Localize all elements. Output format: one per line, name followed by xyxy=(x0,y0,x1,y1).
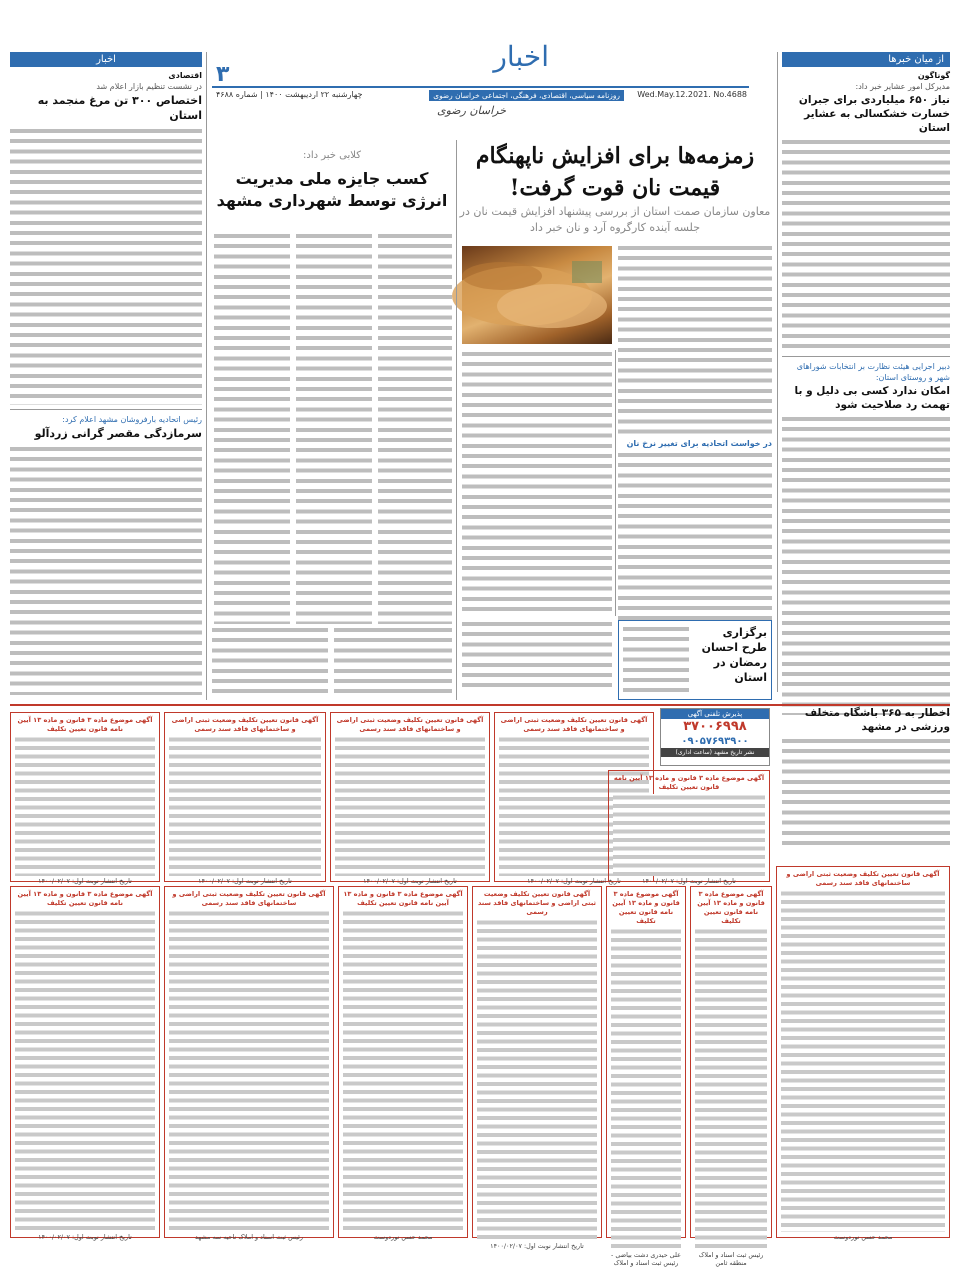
notice-r2-c1: آگهی موضوع ماده ۳ قانون و ماده ۱۳ آیین نامه قانون تعیین تکلیف تاریخ انتشار نوبت اول: ۱۴۰۰/۰۲/۰۷ xyxy=(10,886,160,1238)
left-story1-kicker: در نشست تنظیم بازار اعلام شد xyxy=(96,82,202,91)
left-story1-body xyxy=(10,127,202,405)
notice-r2-c3: آگهی موضوع ماده ۳ قانون و ماده ۱۳ آیین نامه قانون تعیین تکلیف محمد حسن نوردوست xyxy=(338,886,468,1238)
notice-r1-c1: آگهی موضوع ماده ۳ قانون و ماده ۱۳ آیین نامه قانون تعیین تکلیف تاریخ انتشار نوبت اول: ۱۴۰۰/۰۲/۰۷ xyxy=(10,712,160,882)
ad-phone-note: نشر تاریخ مشهد (ساعت اداری) xyxy=(661,748,769,757)
notice-r1-c5: آگهی موضوع ماده ۳ قانون و ماده ۱۳ آیین نامه قانون تعیین تکلیف تاریخ انتشار نوبت اول: ۱۴۰۰/۰۲/۰۷ xyxy=(608,770,770,882)
left-story2-headline: سرمازدگی مقصر گرانی زردآلو xyxy=(34,427,202,440)
lead-body-left xyxy=(462,350,612,616)
ad-phone-box xyxy=(660,708,770,766)
left-column xyxy=(10,52,202,700)
right-story1-body xyxy=(782,138,950,352)
notice-r2-c5: آگهی موضوع ماده ۳ قانون و ماده ۱۳ آیین نامه قانون تعیین تکلیف علی حیدری دشت بیاضی - رئیس ثبت اسناد و املاک xyxy=(606,886,686,1238)
right-story3 xyxy=(782,706,950,862)
notice-r1-c2: آگهی قانون تعیین تکلیف وضعیت ثبتی اراضی و ساختمانهای فاقد سند رسمی تاریخ انتشار نوبت اول: ۱۴۰۰/۰۲/۰۷ xyxy=(164,712,326,882)
notice-r1-c3: آگهی قانون تعیین تکلیف وضعیت ثبتی اراضی و ساختمانهای فاقد سند رسمی تاریخ انتشار نوبت اول: ۱۴۰۰/۰۲/۰۷ xyxy=(330,712,490,882)
right-story2-kicker: دبیر اجرایی هیئت نظارت بر انتخابات شوراهای شهر و روستای استان: xyxy=(796,362,950,382)
ad-phone-label: پذیرش تلفنی آگهی xyxy=(661,709,769,719)
notice-r2-c2: آگهی قانون تعیین تکلیف وضعیت ثبتی اراضی و ساختمانهای فاقد سند رسمی رئیس ثبت اسناد و املاک ناحیه سه مشهد xyxy=(164,886,334,1238)
ehsan-body xyxy=(462,620,612,700)
masthead-rule xyxy=(212,86,749,88)
right-story1-kicker: گوناگون xyxy=(917,71,950,80)
newspaper-logo: خراسان رضوی xyxy=(437,104,507,117)
right-story1-headline: نیاز ۶۵۰ میلیاردی برای جبران خسارت خشکسالی به عشایر استان xyxy=(798,94,950,134)
ehsan-headline: برگزاری طرح احسان رمضان در استان xyxy=(701,626,767,684)
masthead xyxy=(212,40,749,130)
ehsan-box xyxy=(618,620,772,700)
middle-story-headline: کسب جایزه ملی مدیریت انرژی توسط شهرداری مشهد xyxy=(216,169,448,210)
lead-subhead2: در خواست اتحادیه برای تغییر نرخ نان xyxy=(626,439,772,448)
right-story1-kicker2: مدیرکل امور عشایر خبر داد: xyxy=(855,82,950,91)
masthead-date-fa: چهارشنبه ۲۲ اردیبهشت ۱۴۰۰ | شماره ۴۶۸۸ xyxy=(216,90,363,99)
page-number: ۳ xyxy=(216,62,230,87)
notice-r2-c6: آگهی موضوع ماده ۳ قانون و ماده ۱۳ آیین نامه قانون تعیین تکلیف رئیس ثبت اسناد و املاک منطقه ثامن xyxy=(690,886,772,1238)
right-story3-body xyxy=(782,737,950,847)
left-story2-body xyxy=(10,445,202,695)
right-story2-body xyxy=(782,415,950,715)
section-title: اخبار xyxy=(493,40,549,73)
bread-photo-image xyxy=(462,246,612,344)
notice-r1-c4: آگهی قانون تعیین تکلیف وضعیت ثبتی اراضی و ساختمانهای فاقد سند رسمی تاریخ انتشار نوبت اول: ۱۴۰۰/۰۲/۰۷ xyxy=(494,712,654,882)
right-story3-headline: اخطار به ۳۶۵ باشگاه متخلف ورزشی در مشهد xyxy=(804,707,950,733)
middle-story-tail xyxy=(212,626,452,698)
left-story2-kicker: رئیس اتحادیه بارفروشان مشهد اعلام کرد: xyxy=(62,415,202,424)
right-column-header: از میان خبرها xyxy=(782,52,950,67)
notice-r2-c4: آگهی قانون تعیین تکلیف وضعیت ثبتی اراضی و ساختمانهای فاقد سند رسمی تاریخ انتشار نوبت اول: ۱۴۰۰/۰۲/۰۷ xyxy=(472,886,602,1238)
lead-body-right xyxy=(618,244,772,616)
ad-phone-1[interactable]: ۳۷۰۰۶۹۹۸ xyxy=(683,719,747,734)
ad-phone-2[interactable]: ۰۹۰۵۷۶۹۳۹۰۰ xyxy=(681,736,749,747)
right-story2-headline: امکان ندارد کسی بی دلیل و با تهمت رد صلاحیت شود xyxy=(794,385,950,411)
lead-subhead: معاون سازمان صمت استان از بررسی پیشنهاد افزایش قیمت نان در جلسه آینده کارگروه آرد و نان خبر داد xyxy=(459,205,771,234)
left-story1-headline: اختصاص ۳۰۰ تن مرغ منجمد به استان xyxy=(37,94,202,122)
middle-story-kicker: کلابی خبر داد: xyxy=(303,150,361,161)
bread-photo xyxy=(462,246,612,344)
notice-r1-c6: آگهی قانون تعیین تکلیف وضعیت ثبتی اراضی و ساختمانهای فاقد سند رسمی محمد حسن نوردوست xyxy=(776,866,950,1238)
lead-headline: زمزمه‌ها برای افزایش ناپهنگام قیمت نان قوت گرفت! xyxy=(475,143,755,201)
left-column-header: اخبار xyxy=(10,52,202,67)
middle-story-body xyxy=(212,232,452,624)
left-column-sub: اقتصادی xyxy=(168,71,202,80)
masthead-date-en: Wed.May.12.2021. No.4688 xyxy=(637,90,747,99)
masthead-subtitle: روزنامه سیاسی، اقتصادی، فرهنگی، اجتماعی خراسان رضوی xyxy=(429,90,624,101)
right-column xyxy=(782,52,950,692)
